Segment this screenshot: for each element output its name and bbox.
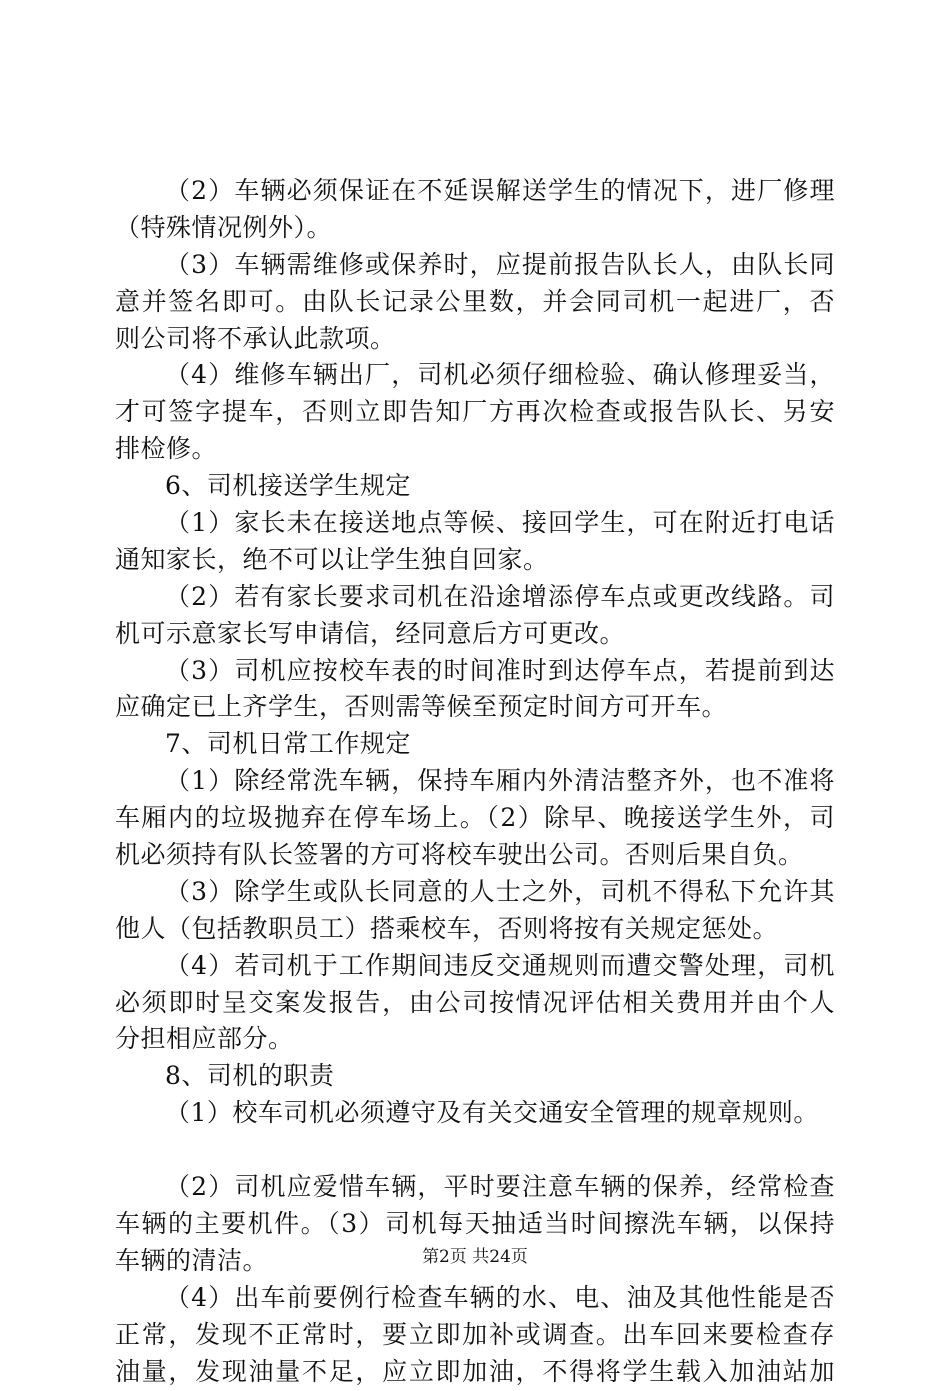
text-line: 则公司将不承认此款项。 xyxy=(115,323,396,353)
text-line: 排检修。 xyxy=(115,434,218,464)
text-line: （特殊情况例外）。 xyxy=(115,212,333,242)
text-line: 他人（包括教职员工）搭乘校车，否则将按有关规定惩处。 xyxy=(115,913,779,943)
text-line: 通知家长，绝不可以让学生独自回家。 xyxy=(115,544,549,574)
text-line: （3）车辆需维修或保养时，应提前报告队长人，由队长同 xyxy=(165,249,835,279)
text-line: （1）除经常洗车辆，保持车厢内外清洁整齐外，也不准将 xyxy=(165,766,835,796)
text-line: 分担相应部分。 xyxy=(115,1024,294,1054)
text-line: （1）家长未在接送地点等候、接回学生，可在附近打电话 xyxy=(165,508,835,538)
section-heading: 7、司机日常工作规定 xyxy=(165,729,411,759)
page-number-footer: 第2页 共24页 xyxy=(422,1247,528,1267)
text-line: （2）车辆必须保证在不延误解送学生的情况下，进厂修理 xyxy=(165,176,835,205)
text-line: 应确定已上齐学生，否则需等候至预定时间方可开车。 xyxy=(115,692,728,722)
section-heading: 6、司机接送学生规定 xyxy=(165,471,411,501)
text-line: 车厢内的垃圾抛弃在停车场上。（2）除早、晚接送学生外，司 xyxy=(115,803,835,833)
blank-line xyxy=(115,1132,835,1169)
document-body xyxy=(115,173,835,1391)
text-line: 正常，发现不正常时，要立即加补或调查。出车回来要检查存 xyxy=(115,1319,835,1349)
text-line: （4）若司机于工作期间违反交通规则而遭交警处理，司机 xyxy=(165,950,835,980)
text-line: （4）维修车辆出厂，司机必须仔细检验、确认修理妥当， xyxy=(165,360,835,390)
text-line: （1）校车司机必须遵守及有关交通安全管理的规章规则。 xyxy=(165,1098,819,1128)
text-line: 油量，发现油量不足，应立即加油，不得将学生载入加油站加 xyxy=(115,1356,835,1386)
section-heading: 8、司机的职责 xyxy=(165,1061,335,1091)
text-line: （3）除学生或队长同意的人士之外，司机不得私下允许其 xyxy=(165,876,835,906)
text-line: 意并签名即可。由队长记录公里数，并会同司机一起进厂，否 xyxy=(115,286,835,316)
text-line: （4）出车前要例行检查车辆的水、电、油及其他性能是否 xyxy=(165,1282,835,1312)
text-line: （2）司机应爱惜车辆，平时要注意车辆的保养，经常检查 xyxy=(165,1172,835,1202)
text-line: 才可签字提车，否则立即告知厂方再次检查或报告队长、另安 xyxy=(115,397,835,427)
text-line: 机必须持有队长签署的方可将校车驶出公司。否则后果自负。 xyxy=(115,840,804,870)
text-line: 机可示意家长写申请信，经同意后方可更改。 xyxy=(115,618,626,648)
text-line: 必须即时呈交案发报告，由公司按情况评估相关费用并由个人 xyxy=(115,987,835,1017)
text-line: 车辆的清洁。 xyxy=(115,1245,269,1275)
text-line: （2）若有家长要求司机在沿途增添停车点或更改线路。司 xyxy=(165,581,835,611)
text-line: 车辆的主要机件。（3）司机每天抽适当时间擦洗车辆，以保持 xyxy=(115,1209,835,1239)
text-line: （3）司机应按校车表的时间准时到达停车点，若提前到达 xyxy=(165,655,835,685)
